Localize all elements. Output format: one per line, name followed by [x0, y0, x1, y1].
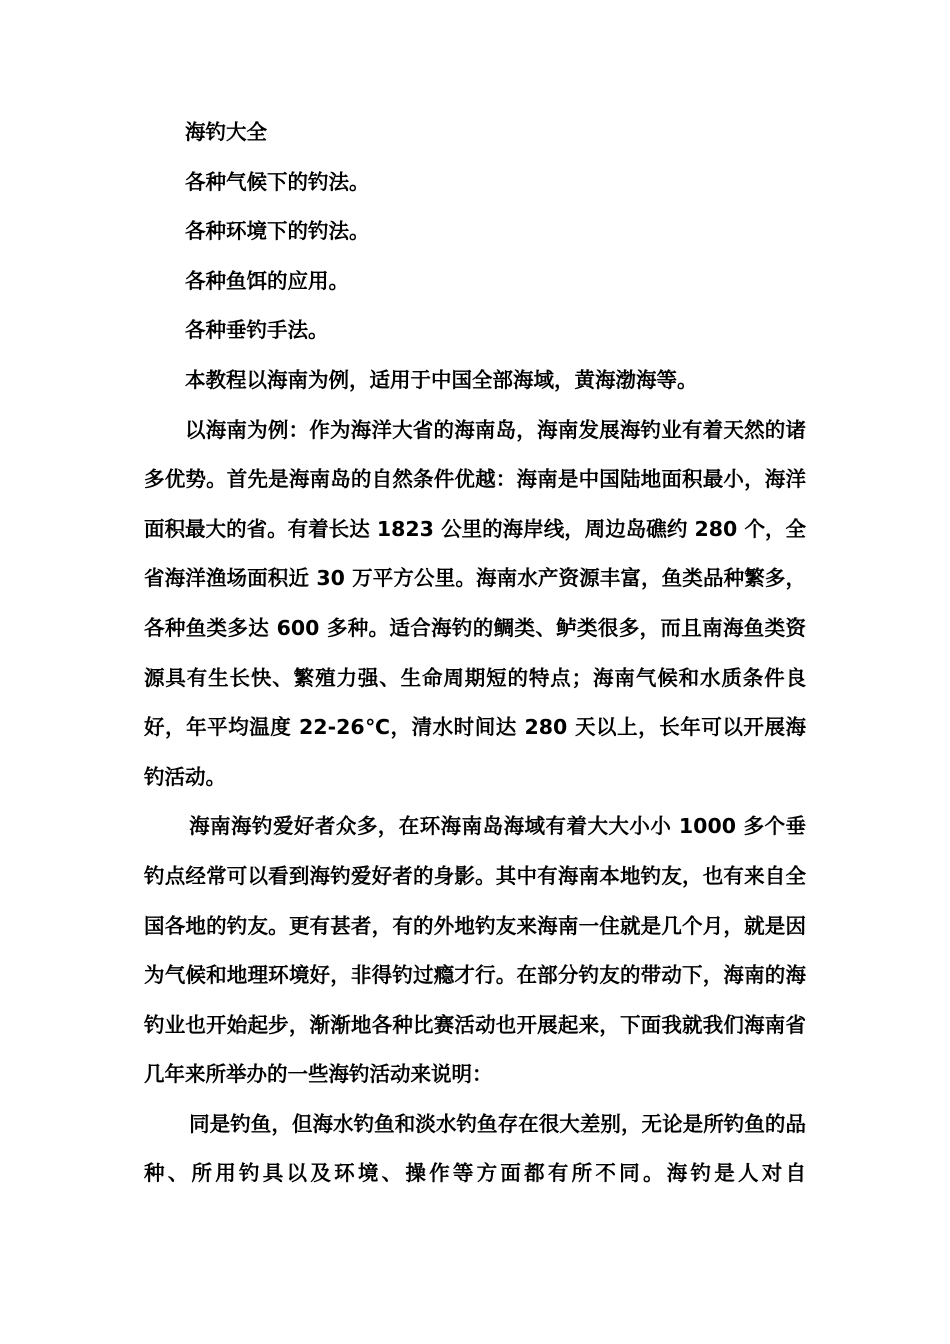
topic-bait: 各种鱼饵的应用。: [185, 268, 349, 293]
topic-technique: 各种垂钓手法。: [185, 318, 329, 343]
body-paragraph-anglers: 海南海钓爱好者众多，在环海南岛海域有着大大小小 1000 多个垂钓点经常可以看到海钓爱好者的身影。其中有海南本地钓友，也有来自全国各地的钓友。更有甚者，有的外地钓友来海南一住就是几个月，就是因为气候和地理环境好，非得钓过瘾才行。在部分钓友的带动下，海南的海钓业也开始起步，渐渐地各种比赛活动也开展起来，下面我就我们海南省几年来所举办的一些海钓活动来说明：: [144, 814, 806, 1087]
document-body: [144, 108, 806, 1199]
body-paragraph-sea-vs-freshwater: 同是钓鱼，但海水钓鱼和淡水钓鱼存在很大差别，无论是所钓鱼的品种、所用钓具以及环境、操作等方面都有所不同。海钓是人对自: [144, 1111, 806, 1186]
topic-environment: 各种环境下的钓法。: [185, 219, 370, 244]
document-title: 海钓大全: [185, 120, 267, 144]
intro-paragraph: 本教程以海南为例，适用于中国全部海域，黄海渤海等。: [185, 367, 698, 392]
body-paragraph-hainan-advantages: 以海南为例：作为海洋大省的海南岛，海南发展海钓业有着天然的诸多优势。首先是海南岛的自然条件优越：海南是中国陆地面积最小，海洋面积最大的省。有着长达 1823 公里的海岸线，周边岛礁约 280 个，全省海洋渔场面积近 30 万平方公里。海南水产资源丰富，鱼类品种繁多，各种鱼类多达 600 多种。适合海钓的鲷类、鲈类很多，而且南海鱼类资源具有生长快、繁殖力强、生命周期短的特点；海南气候和水质条件良好，年平均温度 22-26℃，清水时间达 280 天以上，长年可以开展海钓活动。: [144, 417, 806, 789]
topic-climate: 各种气候下的钓法。: [185, 169, 370, 194]
